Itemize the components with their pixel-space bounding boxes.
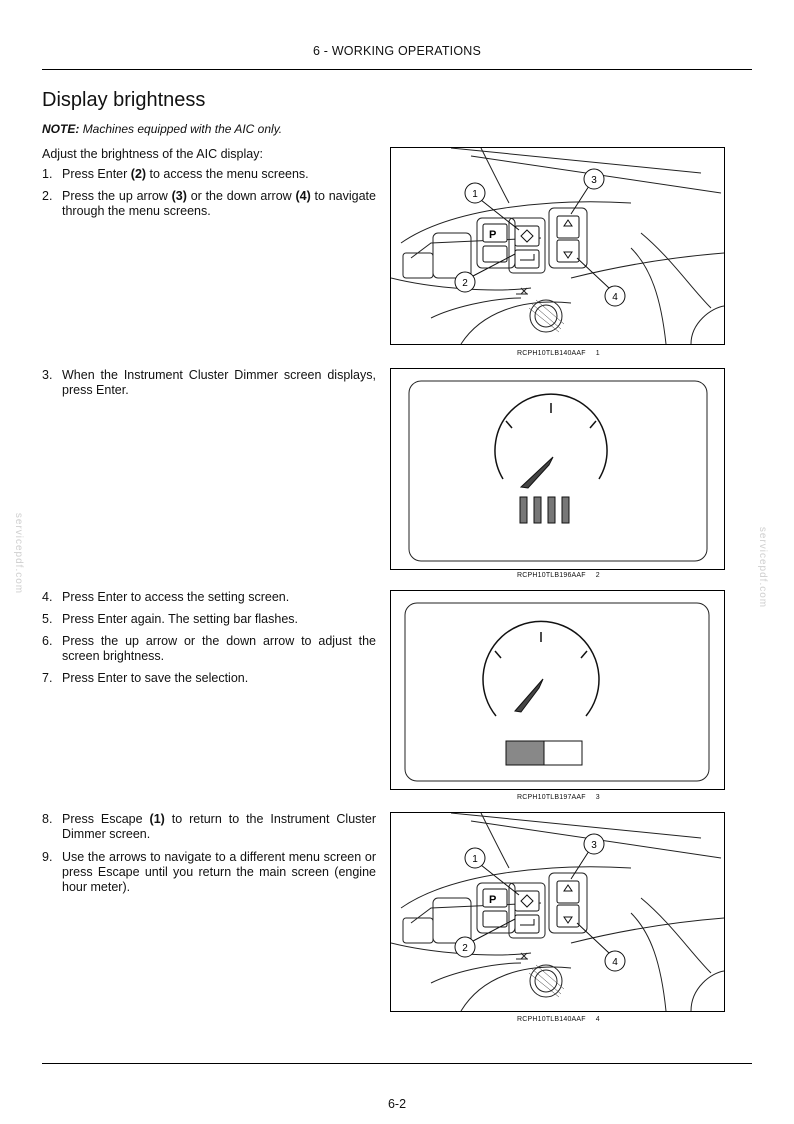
- step-text: Press Escape: [62, 812, 150, 826]
- dimmer-screen-illustration: [391, 369, 724, 569]
- page-title: Display brightness: [42, 89, 206, 111]
- step-number: 3.: [42, 368, 53, 382]
- figure-code: RCPH10TLB196AAF: [517, 572, 586, 579]
- step-text: Press Enter to save the selection.: [62, 671, 249, 685]
- figure-2-dimmer-screen: [390, 368, 725, 570]
- callout-ref: (3): [171, 189, 187, 203]
- callout-1: 1: [472, 189, 478, 200]
- svg-text:P: P: [489, 894, 497, 906]
- step-number: 2.: [42, 189, 53, 203]
- figure-1-control-panel: [390, 147, 725, 345]
- step-text: to navigate through the menu screens.: [62, 189, 376, 218]
- step-7: [42, 671, 376, 686]
- figure-2-caption: [517, 572, 600, 579]
- section-header: 6 - WORKING OPERATIONS: [312, 44, 482, 58]
- callout-2: 2: [462, 943, 468, 954]
- brightness-setting-fill: [506, 741, 544, 765]
- step-text: Press Enter again. The setting bar flashes.: [62, 612, 299, 626]
- step-5: [42, 612, 376, 627]
- step-number: 6.: [42, 634, 53, 648]
- header-rule: [42, 69, 752, 70]
- step-text: Press the up arrow or the down arrow to adjust the screen brightness.: [62, 634, 376, 663]
- step-1: [42, 167, 376, 182]
- note: [42, 122, 282, 136]
- step-text: Press Enter to access the setting screen.: [62, 590, 290, 604]
- control-panel-illustration: [391, 148, 724, 344]
- step-number: 9.: [42, 850, 53, 864]
- step-2: [42, 189, 376, 219]
- figure-4-control-panel: [390, 812, 725, 1012]
- step-number: 7.: [42, 671, 53, 685]
- callout-ref: (2): [130, 167, 147, 181]
- step-number: 8.: [42, 812, 53, 826]
- figure-number: 3: [595, 794, 600, 801]
- figure-code: RCPH10TLB197AAF: [517, 794, 586, 801]
- callout-4: 4: [612, 292, 618, 303]
- figure-3-setting-screen: [390, 590, 725, 790]
- step-text: Press the up arrow: [62, 189, 172, 203]
- svg-text:P: P: [489, 229, 497, 241]
- figure-code: RCPH10TLB140AAF: [517, 1016, 586, 1023]
- callout-ref: (1): [149, 812, 165, 826]
- page-number: 6-2: [387, 1097, 407, 1111]
- step-8: [42, 812, 376, 842]
- figure-number: 1: [595, 350, 600, 357]
- callout-3: 3: [591, 175, 597, 186]
- step-text: or the down arrow: [186, 189, 296, 203]
- figure-code: RCPH10TLB140AAF: [517, 350, 586, 357]
- intro-text: Adjust the brightness of the AIC display:: [42, 147, 263, 161]
- footer-rule: [42, 1063, 752, 1064]
- step-6: [42, 634, 376, 664]
- callout-3: 3: [591, 840, 597, 851]
- callout-ref: (4): [295, 189, 311, 203]
- step-text: When the Instrument Cluster Dimmer screen displays, press Enter.: [62, 368, 376, 397]
- control-panel-illustration: [391, 813, 724, 1011]
- step-text: Press Enter: [62, 167, 131, 181]
- callout-2: 2: [462, 278, 468, 289]
- callout-4: 4: [612, 957, 618, 968]
- figure-1-caption: [517, 350, 600, 357]
- step-4: [42, 590, 376, 605]
- figure-number: 2: [595, 572, 600, 579]
- step-9: [42, 850, 376, 895]
- watermark-right: servicepdf.com: [757, 526, 769, 609]
- step-number: 1.: [42, 167, 53, 181]
- step-text: to access the menu screens.: [146, 167, 309, 181]
- step-3: [42, 368, 376, 398]
- figure-3-caption: [517, 794, 600, 801]
- note-label: NOTE:: [42, 122, 80, 136]
- setting-screen-illustration: [391, 591, 724, 789]
- callout-1: 1: [472, 854, 478, 865]
- step-text: Use the arrows to navigate to a different menu screen or press Escape until you return the main screen (engine hour meter).: [62, 850, 376, 894]
- step-number: 4.: [42, 590, 53, 604]
- note-text: Machines equipped with the AIC only.: [82, 122, 283, 136]
- figure-number: 4: [595, 1016, 600, 1023]
- watermark-left: servicepdf.com: [13, 512, 25, 595]
- step-text: to return to the Instrument Cluster Dimmer screen.: [62, 812, 376, 841]
- figure-4-caption: [517, 1016, 600, 1023]
- step-number: 5.: [42, 612, 53, 626]
